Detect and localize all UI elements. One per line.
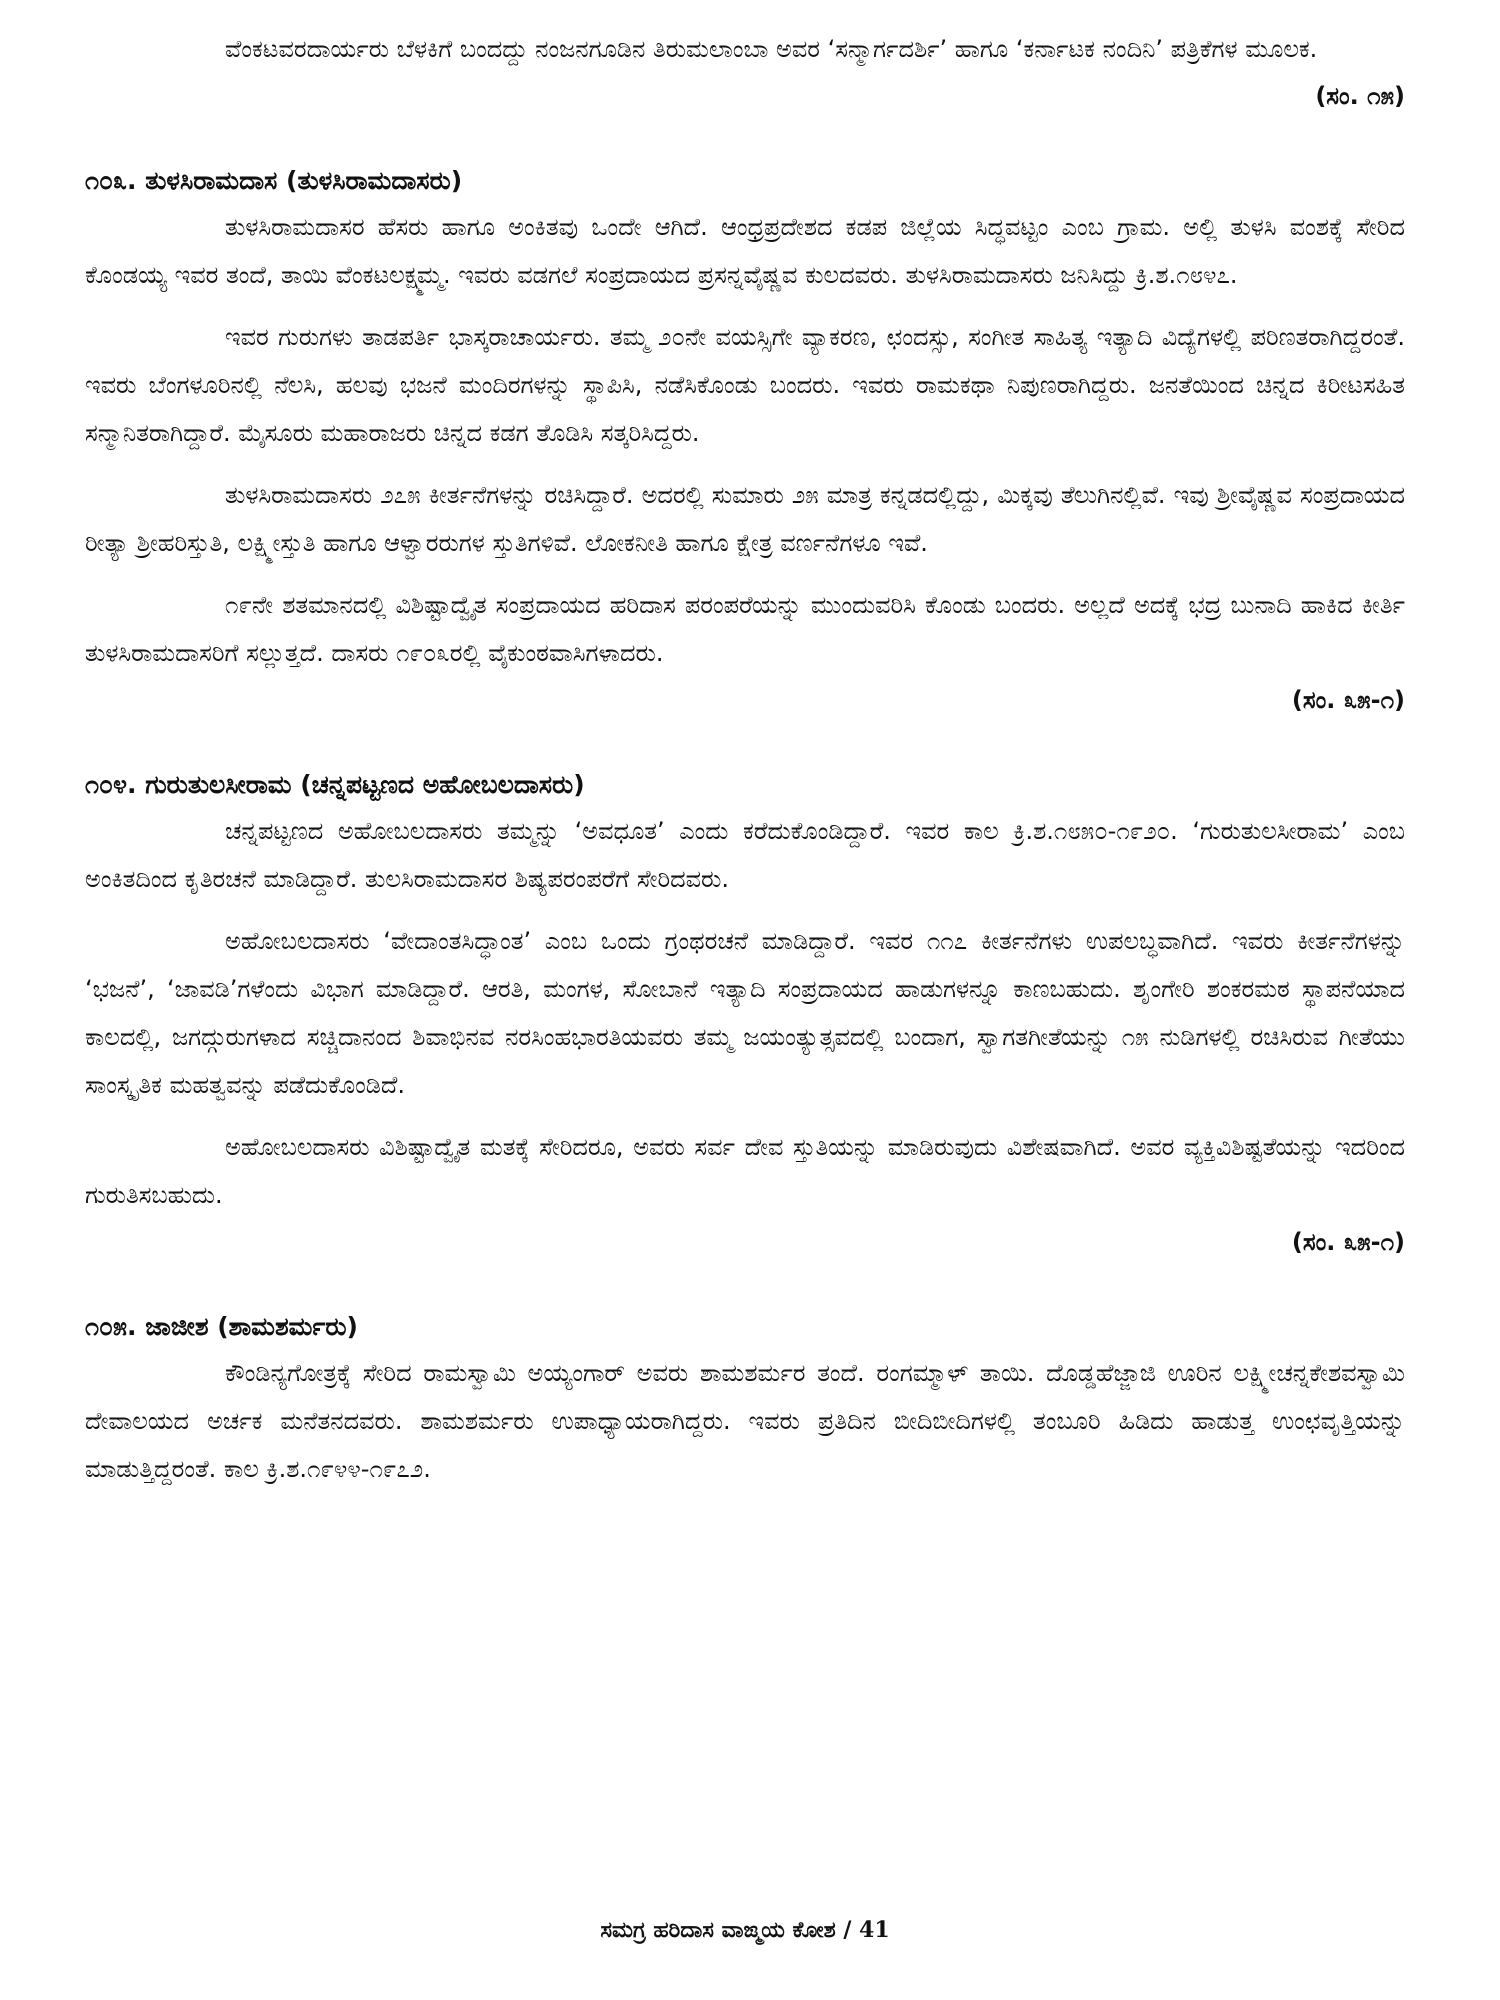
intro-paragraph: ವೆಂಕಟವರದಾರ್ಯರು ಬೆಳಕಿಗೆ ಬಂದದ್ದು ನಂಜನಗೂಡಿನ ತಿರುಮಲಾಂಬಾ ಅವರ ‘ಸನ್ಮಾರ್ಗದರ್ಶಿ’ ಹಾಗೂ ‘ಕರ್ನಾಟಕ ನಂದಿನಿ’ ಪತ್ರಿಕೆಗಳ ಮೂಲಕ.	[225, 35, 1318, 63]
paragraph: ತುಳಸಿರಾಮದಾಸರ ಹೆಸರು ಹಾಗೂ ಅಂಕಿತವು ಒಂದೇ ಆಗಿದೆ. ಆಂಧ್ರಪ್ರದೇಶದ ಕಡಪ ಜಿಲ್ಲೆಯ ಸಿದ್ಧವಟ್ಟಂ ಎಂಬ ಗ್ರಾಮ. ಅಲ್ಲಿ ತುಳಸಿ ವಂಶಕ್ಕೆ ಸೇರಿದ ಕೊಂಡಯ್ಯ ಇವರ ತಂದೆ, ತಾಯಿ ವೆಂಕಟಲಕ್ಷ್ಮಮ್ಮ. ಇವರು ವಡಗಲೆ ಸಂಪ್ರದಾಯದ ಪ್ರಸನ್ನವೈಷ್ಣವ ಕುಲದವರು. ತುಳಸಿರಾಮದಾಸರು ಜನಿಸಿದ್ದು ಕ್ರಿ.ಶ.೧೮೪೭.	[85, 213, 1405, 289]
paragraph: ಇವರ ಗುರುಗಳು ತಾಡಪರ್ತಿ ಭಾಸ್ಕರಾಚಾರ್ಯರು. ತಮ್ಮ ೨೦ನೇ ವಯಸ್ಸಿಗೇ ವ್ಯಾಕರಣ, ಛಂದಸ್ಸು, ಸಂಗೀತ ಸಾಹಿತ್ಯ ಇತ್ಯಾದಿ ವಿದ್ಯೆಗಳಲ್ಲಿ ಪರಿಣತರಾಗಿದ್ದರಂತೆ. ಇವರು ಬೆಂಗಳೂರಿನಲ್ಲಿ ನೆಲಸಿ, ಹಲವು ಭಜನೆ ಮಂದಿರಗಳನ್ನು ಸ್ಥಾಪಿಸಿ, ನಡೆಸಿಕೊಂಡು ಬಂದರು. ಇವರು ರಾಮಕಥಾ ನಿಪುಣರಾಗಿದ್ದರು. ಜನತೆಯಿಂದ ಚಿನ್ನದ ಕಿರೀಟಸಹಿತ ಸನ್ಮಾನಿತರಾಗಿದ್ದಾರೆ. ಮೈಸೂರು ಮಹಾರಾಜರು ಚಿನ್ನದ ಕಡಗ ತೊಡಿಸಿ ಸತ್ಕರಿಸಿದ್ದರು.	[85, 323, 1405, 447]
section-reference: (ಸಂ. ೩೫-೧)	[1291, 686, 1405, 714]
section-heading: ೧೦೪. ಗುರುತುಲಸೀರಾಮ (ಚನ್ನಪಟ್ಟಣದ ಅಹೋಬಲದಾಸರು)	[85, 770, 585, 799]
paragraph: ತುಳಸಿರಾಮದಾಸರು ೨೭೫ ಕೀರ್ತನೆಗಳನ್ನು ರಚಿಸಿದ್ದಾರೆ. ಅದರಲ್ಲಿ ಸುಮಾರು ೨೫ ಮಾತ್ರ ಕನ್ನಡದಲ್ಲಿದ್ದು, ಮಿಕ್ಕವು ತೆಲುಗಿನಲ್ಲಿವೆ. ಇವು ಶ್ರೀವೈಷ್ಣವ ಸಂಪ್ರದಾಯದ ರೀತ್ಯಾ ಶ್ರೀಹರಿಸ್ತುತಿ, ಲಕ್ಷ್ಮೀಸ್ತುತಿ ಹಾಗೂ ಆಳ್ವಾರರುಗಳ ಸ್ತುತಿಗಳಿವೆ. ಲೋಕನೀತಿ ಹಾಗೂ ಕ್ಷೇತ್ರ ವರ್ಣನೆಗಳೂ ಇವೆ.	[85, 481, 1405, 557]
page-footer: ಸಮಗ್ರ ಹರಿದಾಸ ವಾಙ್ಮಯ ಕೋಶ / 41	[600, 1917, 890, 1943]
section-104	[85, 763, 1405, 1265]
intro-reference: (ಸಂ. ೧೫)	[1315, 82, 1405, 110]
section-103	[85, 159, 1405, 723]
paragraph: ಅಹೋಬಲದಾಸರು ವಿಶಿಷ್ಟಾದ್ವೈತ ಮತಕ್ಕೆ ಸೇರಿದರೂ, ಅವರು ಸರ್ವ ದೇವ ಸ್ತುತಿಯನ್ನು ಮಾಡಿರುವುದು ವಿಶೇಷವಾಗಿದೆ. ಅವರ ವ್ಯಕ್ತಿವಿಶಿಷ್ಟತೆಯನ್ನು ಇದರಿಂದ ಗುರುತಿಸಬಹುದು.	[85, 1133, 1405, 1209]
section-105	[85, 1305, 1405, 1493]
paragraph: ಅಹೋಬಲದಾಸರು ‘ವೇದಾಂತಸಿದ್ಧಾಂತ’ ಎಂಬ ಒಂದು ಗ್ರಂಥರಚನೆ ಮಾಡಿದ್ದಾರೆ. ಇವರ ೧೧೭ ಕೀರ್ತನೆಗಳು ಉಪಲಬ್ಧವಾಗಿದೆ. ಇವರು ಕೀರ್ತನೆಗಳನ್ನು ‘ಭಜನೆ’, ‘ಜಾವಡಿ’ಗಳೆಂದು ವಿಭಾಗ ಮಾಡಿದ್ದಾರೆ. ಆರತಿ, ಮಂಗಳ, ಸೋಬಾನೆ ಇತ್ಯಾದಿ ಸಂಪ್ರದಾಯದ ಹಾಡುಗಳನ್ನೂ ಕಾಣಬಹುದು. ಶೃಂಗೇರಿ ಶಂಕರಮಠ ಸ್ಥಾಪನೆಯಾದ ಕಾಲದಲ್ಲಿ, ಜಗದ್ಗುರುಗಳಾದ ಸಚ್ಚಿದಾನಂದ ಶಿವಾಭಿನವ ನರಸಿಂಹಭಾರತಿಯವರು ತಮ್ಮ ಜಯಂತ್ಯುತ್ಸವದಲ್ಲಿ ಬಂದಾಗ, ಸ್ವಾಗತಗೀತೆಯನ್ನು ೧೫ ನುಡಿಗಳಲ್ಲಿ ರಚಿಸಿರುವ ಗೀತೆಯು ಸಾಂಸ್ಕೃತಿಕ ಮಹತ್ವವನ್ನು ಪಡೆದುಕೊಂಡಿದೆ.	[85, 927, 1405, 1099]
paragraph: ಚನ್ನಪಟ್ಟಣದ ಅಹೋಬಲದಾಸರು ತಮ್ಮನ್ನು ‘ಅವಧೂತ’ ಎಂದು ಕರೆದುಕೊಂಡಿದ್ದಾರೆ. ಇವರ ಕಾಲ ಕ್ರಿ.ಶ.೧೮೫೦-೧೯೨೦. ‘ಗುರುತುಲಸೀರಾಮ’ ಎಂಬ ಅಂಕಿತದಿಂದ ಕೃತಿರಚನೆ ಮಾಡಿದ್ದಾರೆ. ತುಲಸಿರಾಮದಾಸರ ಶಿಷ್ಯಪರಂಪರೆಗೆ ಸೇರಿದವರು.	[85, 817, 1405, 893]
document-page	[85, 25, 1405, 1965]
section-reference: (ಸಂ. ೩೫-೧)	[1291, 1228, 1405, 1256]
section-heading: ೧೦೩. ತುಳಸಿರಾಮದಾಸ (ತುಳಸಿರಾಮದಾಸರು)	[85, 166, 463, 195]
paragraph: ಕೌಂಡಿನ್ಯಗೋತ್ರಕ್ಕೆ ಸೇರಿದ ರಾಮಸ್ವಾಮಿ ಅಯ್ಯಂಗಾರ್ ಅವರು ಶಾಮಶರ್ಮರ ತಂದೆ. ರಂಗಮ್ಮಾಳ್ ತಾಯಿ. ದೊಡ್ಡಹೆಜ್ಜಾಜಿ ಊರಿನ ಲಕ್ಷ್ಮೀಚನ್ನಕೇಶವಸ್ವಾಮಿ ದೇವಾಲಯದ ಅರ್ಚಕ ಮನೆತನದವರು. ಶಾಮಶರ್ಮರು ಉಪಾಧ್ಯಾಯರಾಗಿದ್ದರು. ಇವರು ಪ್ರತಿದಿನ ಬೀದಿಬೀದಿಗಳಲ್ಲಿ ತಂಬೂರಿ ಹಿಡಿದು ಹಾಡುತ್ತ ಉಂಛವೃತ್ತಿಯನ್ನು ಮಾಡುತ್ತಿದ್ದರಂತೆ. ಕಾಲ ಕ್ರಿ.ಶ.೧೯೪೪-೧೯೭೨.	[85, 1359, 1405, 1483]
paragraph: ೧೯ನೇ ಶತಮಾನದಲ್ಲಿ ವಿಶಿಷ್ಟಾದ್ವೈತ ಸಂಪ್ರದಾಯದ ಹರಿದಾಸ ಪರಂಪರೆಯನ್ನು ಮುಂದುವರಿಸಿ ಕೊಂಡು ಬಂದರು. ಅಲ್ಲದೆ ಅದಕ್ಕೆ ಭದ್ರ ಬುನಾದಿ ಹಾಕಿದ ಕೀರ್ತಿ ತುಳಸಿರಾಮದಾಸರಿಗೆ ಸಲ್ಲುತ್ತದೆ. ದಾಸರು ೧೯೦೩ರಲ್ಲಿ ವೈಕುಂಠವಾಸಿಗಳಾದರು.	[85, 591, 1405, 667]
section-heading: ೧೦೫. ಜಾಜೀಶ (ಶಾಮಶರ್ಮರು)	[85, 1312, 358, 1341]
